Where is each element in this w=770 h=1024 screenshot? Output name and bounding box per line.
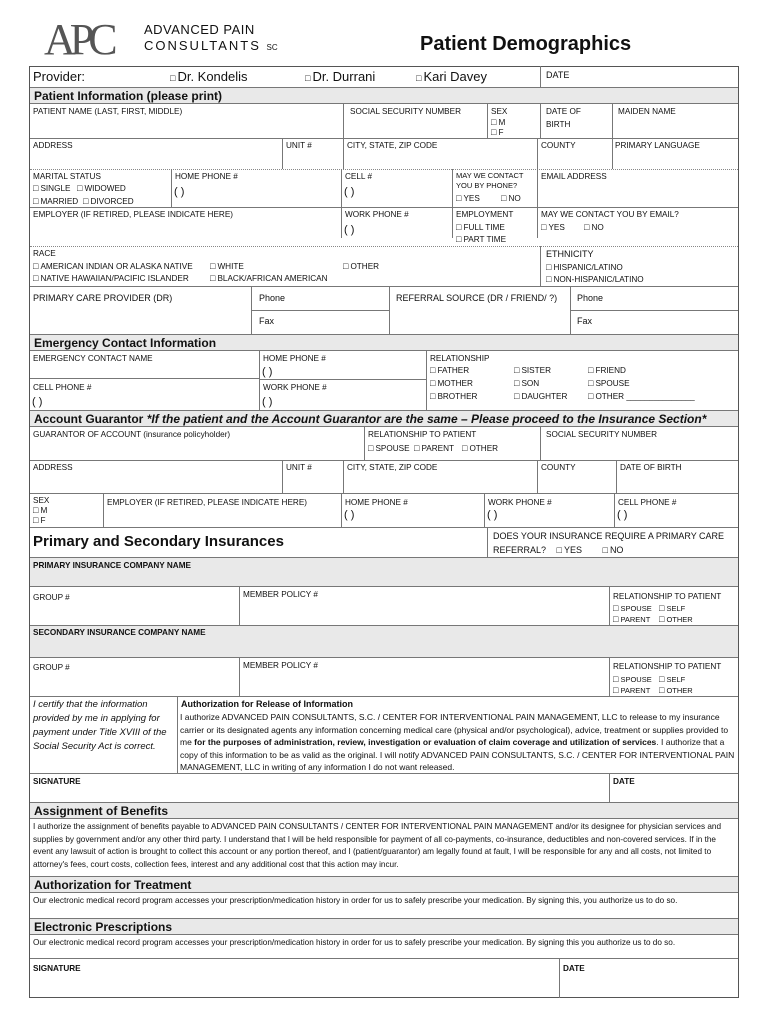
checkbox-label: HISPANIC/LATINO xyxy=(553,263,623,272)
checkbox-label: YES xyxy=(463,194,480,203)
checkbox-label: PARENT xyxy=(620,615,651,624)
rel-father-checkbox[interactable] xyxy=(430,365,469,376)
secondary-group-field[interactable]: GROUP # xyxy=(33,663,70,672)
s-spouse-checkbox[interactable] xyxy=(613,674,652,684)
ethnicity-label: ETHNICITY xyxy=(546,249,594,259)
checkbox-label: F xyxy=(40,516,46,525)
checkbox-label: SPOUSE xyxy=(595,379,630,388)
home-phone-field[interactable]: ( ) xyxy=(174,186,185,198)
home-phone-label: HOME PHONE # xyxy=(175,172,238,181)
emergency-name-field[interactable]: EMERGENCY CONTACT NAME xyxy=(33,354,153,363)
checkbox-label: NO xyxy=(508,194,521,203)
page-title: Patient Demographics xyxy=(420,33,632,55)
phone-yes-checkbox[interactable] xyxy=(456,193,480,204)
g-cell-phone-field[interactable]: ( ) xyxy=(617,509,628,521)
checkbox-label: OTHER xyxy=(469,444,499,453)
section-electronic-prescriptions: Electronic Prescriptions xyxy=(34,920,173,934)
race-other-checkbox[interactable] xyxy=(343,261,379,272)
cell-phone-field[interactable]: ( ) xyxy=(344,186,355,198)
secondary-member-field[interactable]: MEMBER POLICY # xyxy=(243,661,318,670)
checkbox-label: NO xyxy=(609,545,624,555)
rel-daughter-checkbox[interactable] xyxy=(514,391,567,402)
guarantor-ssn-field[interactable]: SOCIAL SECURITY NUMBER xyxy=(546,430,658,439)
city-state-zip-field[interactable]: CITY, STATE, ZIP CODE xyxy=(347,141,438,150)
g-parent-checkbox[interactable] xyxy=(414,443,454,454)
single-checkbox[interactable] xyxy=(33,183,70,194)
email-field[interactable]: EMAIL ADDRESS xyxy=(541,172,607,181)
section-insurances: Primary and Secondary Insurances xyxy=(33,533,284,550)
checkbox-label: NON-HISPANIC/LATINO xyxy=(553,275,644,284)
company-name-line1: ADVANCED PAIN xyxy=(144,22,255,37)
provider-option-label: Kari Davey xyxy=(423,69,488,84)
marital-status-label: MARITAL STATUS xyxy=(33,172,101,181)
checkbox-label: FRIEND xyxy=(595,366,626,375)
rel-mother-checkbox[interactable] xyxy=(430,378,473,389)
checkbox-label: M xyxy=(40,506,48,515)
race-aian-checkbox[interactable] xyxy=(33,261,193,272)
rel-other-checkbox[interactable] xyxy=(588,391,695,402)
g-work-phone-field[interactable]: ( ) xyxy=(487,509,498,521)
county-field[interactable]: COUNTY xyxy=(541,141,576,150)
s-other-checkbox[interactable] xyxy=(659,685,693,695)
guarantor-csz-field[interactable]: CITY, STATE, ZIP CODE xyxy=(347,463,438,472)
checkbox-label: SON xyxy=(521,379,540,388)
pcp-fax-field[interactable]: Fax xyxy=(259,316,275,326)
secondary-relationship-label: RELATIONSHIP TO PATIENT xyxy=(613,662,722,671)
checkbox-label: SINGLE xyxy=(40,184,71,193)
primary-member-field[interactable]: MEMBER POLICY # xyxy=(243,590,318,599)
phone-no-checkbox[interactable] xyxy=(501,193,521,204)
checkbox-label: SPOUSE xyxy=(620,604,652,613)
g-spouse-checkbox[interactable] xyxy=(368,443,410,454)
guarantor-address-field[interactable]: ADDRESS xyxy=(33,463,73,472)
hispanic-checkbox[interactable] xyxy=(546,262,623,273)
g-cell-phone-label: CELL PHONE # xyxy=(618,498,677,507)
address-field[interactable]: ADDRESS xyxy=(33,141,73,150)
provider-option-label: Dr. Durrani xyxy=(312,69,376,84)
checkbox-label: DIVORCED xyxy=(90,197,134,206)
checkbox-label: YES xyxy=(548,223,565,232)
release-text-bold: for the purposes of administration, review, investigation or evaluation of claim coverage and utilization of services xyxy=(194,737,657,747)
release-text-part: . I authorize that a copy of this information to be as valid as the original. I will notify ADVANCED PAIN CONSULTANTS, S.C. / CENTER FOR INTERVENTIONAL PAIN MANAGEMENT, LLC in writing of any information I do not want released. xyxy=(180,737,735,772)
dob-label-1[interactable]: DATE OF xyxy=(546,107,581,116)
s-self-checkbox[interactable] xyxy=(659,674,685,684)
may-email-label: MAY WE CONTACT YOU BY EMAIL? xyxy=(541,210,679,219)
maiden-name-field[interactable]: MAIDEN NAME xyxy=(618,107,676,116)
referral-phone-field[interactable]: Phone xyxy=(577,293,604,303)
checkbox-label: NATIVE HAWAIIAN/PACIFIC ISLANDER xyxy=(40,274,189,283)
certify-statement: I certify that the information provided by me in applying for payment under Title XVIII of the Social Security Act is correct. xyxy=(33,699,167,752)
guarantor-dob-field[interactable]: DATE OF BIRTH xyxy=(620,463,682,472)
checkbox-label: AMERICAN INDIAN OR ALASKA NATIVE xyxy=(40,262,193,271)
cell-label: CELL # xyxy=(345,172,373,181)
g-sex-f-checkbox[interactable] xyxy=(33,515,45,526)
widowed-checkbox[interactable] xyxy=(77,183,126,194)
checkbox-label: OTHER xyxy=(350,262,380,271)
referral-label: REFERRAL? xyxy=(493,545,547,555)
primary-insurance-field[interactable]: PRIMARY INSURANCE COMPANY NAME xyxy=(33,561,191,570)
emergency-work-field[interactable]: ( ) xyxy=(262,396,273,408)
provider-option-label: Dr. Kondelis xyxy=(177,69,248,84)
provider-option-durrani[interactable] xyxy=(305,69,375,84)
checkbox-label: SELF xyxy=(666,604,686,613)
non-hispanic-checkbox[interactable] xyxy=(546,274,644,285)
emergency-work-label: WORK PHONE # xyxy=(263,383,327,392)
race-label: RACE xyxy=(33,249,56,258)
referral-yes-checkbox[interactable] xyxy=(557,545,582,555)
checkbox-label: PART TIME xyxy=(463,235,507,244)
emergency-cell-field[interactable]: ( ) xyxy=(32,396,43,408)
divorced-checkbox[interactable] xyxy=(83,196,134,207)
s-parent-checkbox[interactable] xyxy=(613,685,650,695)
checkbox-label: PARENT xyxy=(620,686,651,695)
provider-option-davey[interactable] xyxy=(416,69,487,84)
signature-field-1[interactable]: SIGNATURE xyxy=(33,777,81,786)
employer-field[interactable]: EMPLOYER (IF RETIRED, PLEASE INDICATE HERE) xyxy=(33,210,234,219)
company-suffix: SC xyxy=(266,43,278,52)
referral-source-field[interactable]: REFERRAL SOURCE (DR / FRIEND/ ?) xyxy=(396,293,558,303)
checkbox-label: M xyxy=(498,118,506,127)
checkbox-label: BROTHER xyxy=(437,392,478,401)
pcp-phone-field[interactable]: Phone xyxy=(259,293,286,303)
work-phone-label: WORK PHONE # xyxy=(345,210,409,219)
rel-son-checkbox[interactable] xyxy=(514,378,539,389)
checkbox-label: BLACK/AFRICAN AMERICAN xyxy=(217,274,328,283)
p-self-checkbox[interactable] xyxy=(659,603,685,613)
checkbox-label: OTHER _______________ xyxy=(595,392,695,401)
primary-relationship-label: RELATIONSHIP TO PATIENT xyxy=(613,592,722,601)
erx-text: Our electronic medical record program accesses your prescription/medication history in order for us to safely prescribe your medication. By signing this you authorize us to do so. xyxy=(33,938,676,947)
guarantor-sex-label: SEX xyxy=(33,496,50,505)
date-field[interactable]: DATE xyxy=(546,70,570,80)
provider-option-kondelis[interactable] xyxy=(170,69,248,84)
g-work-phone-label: WORK PHONE # xyxy=(488,498,552,507)
checkbox-label: SISTER xyxy=(521,366,552,375)
primary-group-field[interactable]: GROUP # xyxy=(33,593,70,602)
work-phone-field[interactable]: ( ) xyxy=(344,224,355,236)
guarantor-county-field[interactable]: COUNTY xyxy=(541,463,576,472)
guarantor-title: Account Guarantor xyxy=(34,412,147,426)
checkbox-label: SELF xyxy=(666,675,686,684)
referral-question-line1: DOES YOUR INSURANCE REQUIRE A PRIMARY CARE xyxy=(493,531,725,541)
relationship-label: RELATIONSHIP xyxy=(430,354,490,363)
emergency-home-phone-field[interactable]: ( ) xyxy=(262,366,273,378)
referral-fax-field[interactable]: Fax xyxy=(577,316,593,326)
emergency-home-phone-label: HOME PHONE # xyxy=(263,354,326,363)
date-field-2[interactable]: DATE xyxy=(563,964,585,973)
rel-brother-checkbox[interactable] xyxy=(430,391,477,402)
email-no-checkbox[interactable] xyxy=(584,222,604,233)
rel-sister-checkbox[interactable] xyxy=(514,365,551,376)
married-checkbox[interactable] xyxy=(33,196,78,207)
race-white-checkbox[interactable] xyxy=(210,261,244,272)
section-account-guarantor xyxy=(34,412,706,426)
checkbox-label: MARRIED xyxy=(40,197,79,206)
checkbox-label: SPOUSE xyxy=(620,675,652,684)
checkbox-label: NO xyxy=(591,223,604,232)
primary-language-field[interactable]: PRIMARY LANGUAGE xyxy=(615,141,700,150)
guarantor-unit-field[interactable]: UNIT # xyxy=(286,463,312,472)
email-yes-checkbox[interactable] xyxy=(541,222,565,233)
checkbox-label: WIDOWED xyxy=(84,184,126,193)
section-authorization-treatment: Authorization for Treatment xyxy=(34,878,192,892)
patient-name-field[interactable]: PATIENT NAME (LAST, FIRST, MIDDLE) xyxy=(33,107,183,116)
g-home-phone-label: HOME PHONE # xyxy=(345,498,408,507)
guarantor-employer-field[interactable]: EMPLOYER (IF RETIRED, PLEASE INDICATE HERE) xyxy=(107,498,308,507)
sex-f-checkbox[interactable] xyxy=(491,127,503,138)
date-field-1[interactable]: DATE xyxy=(613,777,635,786)
part-time-checkbox[interactable] xyxy=(456,234,506,245)
rel-friend-checkbox[interactable] xyxy=(588,365,626,376)
checkbox-label: DAUGHTER xyxy=(521,392,568,401)
checkbox-label: MOTHER xyxy=(437,379,473,388)
referral-question-line2 xyxy=(493,544,623,556)
p-spouse-checkbox[interactable] xyxy=(613,603,652,613)
logo-letters: APC xyxy=(44,15,112,64)
unit-field[interactable]: UNIT # xyxy=(286,141,312,150)
company-logo xyxy=(44,14,134,66)
checkbox-label: WHITE xyxy=(217,262,244,271)
emergency-cell-label: CELL PHONE # xyxy=(33,383,92,392)
checkbox-label: OTHER xyxy=(666,615,693,624)
checkbox-label: SPOUSE xyxy=(375,444,410,453)
checkbox-label: YES xyxy=(563,545,582,555)
rel-spouse-checkbox[interactable] xyxy=(588,378,630,389)
assignment-text: I authorize the assignment of benefits payable to ADVANCED PAIN CONSULTANTS / CENTER FOR INTERVENTIONAL PAIN MANAGEMENT and/or its designee for physician services and supplies by government and/or any other third party. I understand that I will be held responsible for payment of all co-payments, co-insurance, deductibles and non-covered services. If in the event any lawsuit of action is brought to collect this account or any portion thereof, and I (patient/guarantor) am legally found at fault, I will be responsible for any and all costs, not limited to attorney's fees, court costs, collection fees, interest and any additional cost that this action may incur. xyxy=(33,822,721,869)
race-black-checkbox[interactable] xyxy=(210,273,328,284)
dob-label-2: BIRTH xyxy=(546,120,571,129)
g-home-phone-field[interactable]: ( ) xyxy=(344,509,355,521)
secondary-insurance-field[interactable]: SECONDARY INSURANCE COMPANY NAME xyxy=(33,628,206,637)
section-patient-info: Patient Information (please print) xyxy=(34,89,223,103)
checkbox-label: F xyxy=(498,128,504,137)
referral-no-checkbox[interactable] xyxy=(603,545,624,555)
sex-label: SEX xyxy=(491,107,508,116)
release-text-part: I authorize ADVANCED PAIN CONSULTANTS, S.C. / CENTER FOR INTERVENTIONAL PAIN MANAGEMENT, LLC to release to my insurance carrier or its designated agents any information concerning medical care (physical and/or psychological), advice, treatment or supplies provided to me xyxy=(180,712,729,747)
race-nhpi-checkbox[interactable] xyxy=(33,273,189,284)
g-other-checkbox[interactable] xyxy=(462,443,498,454)
checkbox-label: OTHER xyxy=(666,686,693,695)
checkbox-label: PARENT xyxy=(421,444,455,453)
signature-field-2[interactable]: SIGNATURE xyxy=(33,964,81,973)
guarantor-name-field[interactable]: GUARANTOR OF ACCOUNT (insurance policyholder) xyxy=(33,430,231,439)
pcp-field[interactable]: PRIMARY CARE PROVIDER (DR) xyxy=(33,293,173,303)
checkbox-label: FATHER xyxy=(437,366,470,375)
company-name: CONSULTANTS xyxy=(144,38,261,53)
full-time-checkbox[interactable] xyxy=(456,222,505,233)
release-text xyxy=(180,711,736,774)
provider-label: Provider: xyxy=(33,69,86,84)
ssn-field[interactable]: SOCIAL SECURITY NUMBER xyxy=(350,107,462,116)
release-title: Authorization for Release of Information xyxy=(181,699,354,709)
p-parent-checkbox[interactable] xyxy=(613,614,650,624)
section-assignment-benefits: Assignment of Benefits xyxy=(34,804,169,818)
section-emergency-contact: Emergency Contact Information xyxy=(34,336,217,350)
checkbox-label: FULL TIME xyxy=(463,223,505,232)
employment-label: EMPLOYMENT xyxy=(456,210,514,219)
may-contact-phone-label-1: MAY WE CONTACT xyxy=(456,171,524,180)
p-other-checkbox[interactable] xyxy=(659,614,693,624)
treatment-text: Our electronic medical record program accesses your prescription/medication history in order for us to safely prescribe your medication. By signing this, you authorize us to do so. xyxy=(33,896,678,905)
may-contact-phone-label-2: YOU BY PHONE? xyxy=(456,181,518,190)
guarantor-relationship-label: RELATIONSHIP TO PATIENT xyxy=(368,430,477,439)
guarantor-note: *If the patient and the Account Guarantor are the same – Please proceed to the Insurance Section* xyxy=(146,412,707,426)
company-name-line2 xyxy=(144,38,278,53)
